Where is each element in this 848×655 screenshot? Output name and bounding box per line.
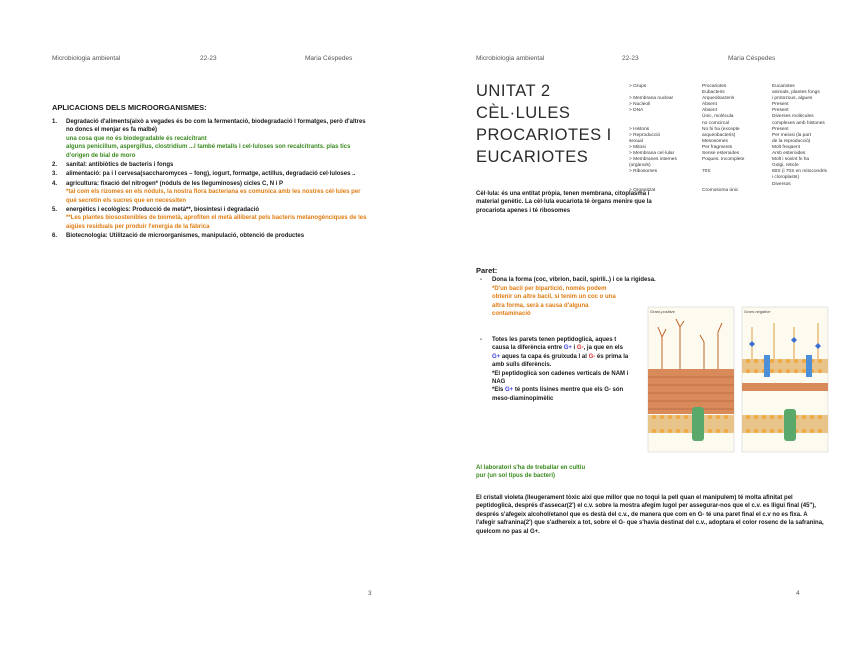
table-cell: Absent: [702, 102, 717, 108]
header-year: 22-23: [622, 55, 639, 62]
table-cell: > Membrana cel·lular: [629, 151, 675, 157]
table-cell: > Membranes internes: [629, 157, 677, 163]
table-cell: Eucariotes: [772, 84, 795, 89]
list-item: 5. energètics i ecològics: Producció de metà**, biosíntesi i degradació **Les plantes biosostenibles de biometà, aprofiten el metà alliberat pels bacteris metanogènciques de les aigües residuals per produir l'energia de la fàbrica: [52, 207, 367, 230]
table-cell: Cromosoma únic: [702, 187, 739, 193]
table-cell: > Grups: [629, 84, 647, 89]
list-item: 1. Degradació d'aliments(això a vegades és bo com la fermentació, biodegradació l formatges, però d'altres no doncs el menjar es fa malbé) una cosa que no és biodegradable és recalcitrant alguns penicillum, aspergillus, clostridium ...l també metalls l cel·luloses son recalcitrants. plas tics d'origen de biaI de moro: [52, 119, 366, 159]
table-cell: Per meiosi (la part: [772, 132, 811, 138]
header-year: 22-23: [200, 55, 217, 62]
table-cell: 80S (i 70S en mitocondris: [772, 169, 827, 175]
header-author: Maria Céspedes: [728, 55, 776, 62]
table-cell: Per fragments: [702, 144, 733, 150]
gram-positive-label: Gram-positive: [650, 309, 675, 314]
table-col-eukaryotes: [772, 84, 848, 194]
table-cell: complexes amb histones: [772, 120, 825, 126]
table-cell: (orgànuls): [629, 163, 651, 169]
gram-negative-label: Gram-negative: [744, 309, 771, 314]
gram-stain-text: El cristall violeta (lleugerament tòxic així que millor que no toqui la pell quan el manipulem) té molta afinitat pel peptidoglicà, després d'assecar(2') el c.v. sobre la mostra afegim lugol per assegurar-nos que el c.v. es lligui final (45"), després s'afegeix alcohol/etanol que es destà del c.v., de manera que com en G- té una paret final el c.v no es fixa. A l'afegir safranina(2') que s'adhereix a tot, sobre el G- que s'havia destinat del c.v., adoptara el color rosenc de la safranina, quelcom no pas al G+.: [476, 495, 824, 535]
table-col-features: [629, 84, 699, 194]
page-number: 3: [368, 590, 372, 597]
table-col-prokaryotes: [702, 84, 770, 194]
paret-note-orange: *D'un bacil per bipartició, només podem obtenir un altre bacil, si tenim un coc o una altra forma, serà a causa d'alguna contaminació: [492, 286, 616, 318]
header-author: Maria Céspedes: [305, 55, 353, 62]
paret-bullet-1: - Dona la forma (coc, vibrion, bacil, spirili..) i ce la rigidesa.: [480, 277, 656, 283]
table-cell: > DNA: [629, 108, 644, 114]
table-cell: Poques. Incomplete: [702, 157, 745, 163]
header-subject: Microbiologia ambiental: [476, 55, 545, 62]
table-cell: > Histons: [629, 126, 650, 132]
table-cell: Diverses molècules: [772, 114, 814, 120]
table-cell: sexual: [629, 138, 643, 144]
table-cell: > Organitzat: [629, 187, 656, 193]
table-cell: Molt i sovint hi ha: [772, 157, 810, 163]
cell-definition: Cèl·lula: és una entitat pròpia, tenen membrana, citoplasma i material genètic. La cèl·lula eucariota té òrgans menire que la procariota apenes i té ribosomes: [476, 191, 652, 214]
table-cell: > Reproducció: [629, 132, 661, 138]
table-cell: [772, 188, 848, 194]
paret-heading: Paret:: [476, 266, 498, 275]
table-cell: Mesosomes: [702, 138, 728, 144]
table-cell: Eubacteris: [702, 90, 725, 96]
table-cell: Golgi, reticle: [772, 163, 799, 169]
table-cell: Procariotes: [702, 84, 727, 89]
table-cell: No hi ha (excepte: [702, 126, 740, 132]
table-cell: no comcircal: [702, 120, 729, 126]
table-cell: Absent: [702, 108, 717, 114]
section-heading: APLICACIONS DELS MICROORGANISMES:: [52, 103, 207, 112]
table-cell: Present: [772, 126, 789, 132]
page-title: UNITAT 2 CÈL·LULES PROCARIOTES I EUCARIOTES: [476, 82, 612, 166]
table-cell: Present: [772, 108, 789, 114]
list-item: 6. Biotecnologia: Utilització de microorganismes, manipulació, obtenció de productes: [52, 233, 305, 240]
list-item: 4. agricultura: fixació del nitrogen* (nòduls de les lleguminoses) cicles C, N i P *tal com els rizomes en els nòduls, la nostra flora bacteriana es comunica amb les nostres cèl·lules per què secretin els sucres que en necessiten: [52, 180, 361, 204]
applications-list: [52, 118, 370, 242]
page-4: [424, 0, 848, 655]
cell-wall-diagram: [634, 297, 834, 457]
table-cell: Amb esteroides: [772, 151, 806, 157]
table-cell: animals, plantes fongs: [772, 90, 820, 96]
table-cell: > Mitosi: [629, 144, 646, 150]
header-subject: Microbiologia ambiental: [52, 55, 121, 62]
table-cell: i protozous, algues: [772, 96, 813, 102]
list-item: 2. sanital: antibiòtics de bacteris i fongs: [52, 162, 174, 169]
table-cell: Arqueobacteris: [702, 96, 735, 102]
gram-negative-panel: [742, 307, 828, 452]
table-cell: Molt freqüent: [772, 144, 800, 150]
table-cell: Sense esteroides: [702, 151, 740, 157]
table-cell: 70S: [702, 169, 711, 175]
gram-positive-panel: [648, 307, 734, 452]
table-cell: arqueobacteris): [702, 132, 736, 138]
table-cell: Present: [772, 102, 789, 108]
table-cell: > Nucleoli: [629, 102, 651, 108]
page-number: 4: [796, 590, 800, 597]
table-cell: > Membrana nuclear: [629, 96, 674, 102]
list-item: 3. alimentació: pa i l cervesa(saccharomyces – fong), iogurt, formatge, actillus, degradació cel·luloses ..: [52, 171, 356, 178]
paret-bullet-2: - Totes les parets tenen peptidoglicà, aques t causa la diferència entre G+ i G-, ja que en els G+ aques ta capa és gruixuda l al G- és prima la amb suïls diferèncis. *El peptidoglicà son cadenes verticals de NAM i NAG *Els G+ té ponts lisines mentre que els G- són meso-diaminopimèlic: [480, 337, 629, 402]
table-cell: > Ribosomes: [629, 169, 658, 175]
table-cell: de la reproducció): [772, 138, 811, 144]
table-cell: i cloroplasts): [772, 175, 799, 181]
table-cell: Diversos: [772, 181, 791, 187]
table-cell: Únic, molècula: [702, 114, 734, 120]
lab-note: Al laboratori s'ha de treballar en cultiu pur (un sol tipus de bacteri): [476, 465, 586, 480]
